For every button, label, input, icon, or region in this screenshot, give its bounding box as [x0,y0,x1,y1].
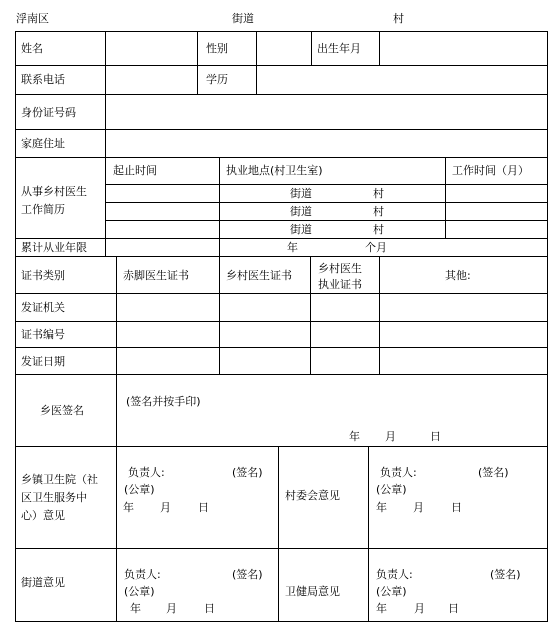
work-row-street: 街道 [290,223,312,236]
health-bureau-sign: (签名) [490,568,521,581]
work-history-label-line2: 工作简历 [21,203,65,216]
name-field[interactable] [107,33,195,63]
cert-barefoot: 赤脚医生证书 [123,269,189,282]
street-responsible: 负责人: [124,568,161,581]
phone-field[interactable] [107,67,195,92]
village-committee-sign: (签名) [478,466,509,479]
signature-day: 日 [430,430,441,443]
gender-field[interactable] [258,33,309,63]
gender-label: 性别 [206,42,228,55]
signature-label: 乡医签名 [40,404,84,417]
village-committee-responsible: 负责人: [380,466,417,479]
street-day: 日 [204,602,215,615]
birth-label: 出生年月 [317,42,361,55]
health-bureau-responsible: 负责人: [376,568,413,581]
id-label: 身份证号码 [21,106,76,119]
township-label-line2: 区卫生服务中 [21,491,87,504]
address-field[interactable] [107,131,545,155]
village-committee-label: 村委会意见 [285,489,340,502]
street-month: 月 [166,602,177,615]
township-responsible: 负责人: [128,466,165,479]
village-committee-day: 日 [451,501,462,514]
cert-other: 其他: [445,269,471,282]
name-label: 姓名 [21,42,43,55]
work-history-label-line1: 从事乡村医生 [21,185,87,198]
township-seal: (公章) [124,483,155,496]
village-committee-seal: (公章) [376,483,407,496]
work-row-village: 村 [373,187,384,200]
street-label: 街道 [232,12,254,25]
health-bureau-day: 日 [448,602,459,615]
col-duration-header: 工作时间（月） [452,164,529,177]
village-committee-month: 月 [413,501,424,514]
village-committee-year: 年 [376,501,387,514]
signature-month: 月 [385,430,396,443]
cert-rural: 乡村医生证书 [226,269,292,282]
education-label: 学历 [206,73,228,86]
health-bureau-seal: (公章) [376,585,407,598]
township-day: 日 [198,501,209,514]
health-bureau-year: 年 [376,602,387,615]
work-row-street: 街道 [290,187,312,200]
col-location-header: 执业地点(村卫生室) [226,164,323,177]
education-field[interactable] [258,67,545,92]
work-row-village: 村 [373,223,384,236]
issuer-label: 发证机关 [21,301,65,314]
work-row-village: 村 [373,205,384,218]
total-years-label: 累计从业年限 [21,241,87,254]
col-period-header: 起止时间 [113,164,157,177]
signature-year: 年 [349,430,360,443]
township-month: 月 [160,501,171,514]
cert-number-label: 证书编号 [21,328,65,341]
village-label: 村 [393,12,404,25]
id-field[interactable] [107,96,545,127]
street-seal: (公章) [124,585,155,598]
total-month-unit: 个月 [365,241,387,254]
township-label-line3: 心）意见 [21,509,65,522]
township-label-line1: 乡镇卫生院（社 [21,473,98,486]
health-bureau-month: 月 [414,602,425,615]
signature-hint: (签名并按手印) [126,395,201,408]
street-opinion-label: 街道意见 [21,576,65,589]
township-sign: (签名) [232,466,263,479]
cert-practice-line1: 乡村医生 [318,262,362,275]
total-year-unit: 年 [287,241,298,254]
township-year: 年 [123,501,134,514]
cert-practice-line2: 执业证书 [318,278,362,291]
birth-field[interactable] [381,33,545,63]
signature-field[interactable] [118,376,545,444]
street-sign: (签名) [232,568,263,581]
address-label: 家庭住址 [21,137,65,150]
phone-label: 联系电话 [21,73,65,86]
district-label: 浮南区 [16,12,49,25]
street-year: 年 [130,602,141,615]
issue-date-label: 发证日期 [21,355,65,368]
work-row-street: 街道 [290,205,312,218]
cert-type-label: 证书类别 [21,269,65,282]
health-bureau-label: 卫健局意见 [285,585,340,598]
